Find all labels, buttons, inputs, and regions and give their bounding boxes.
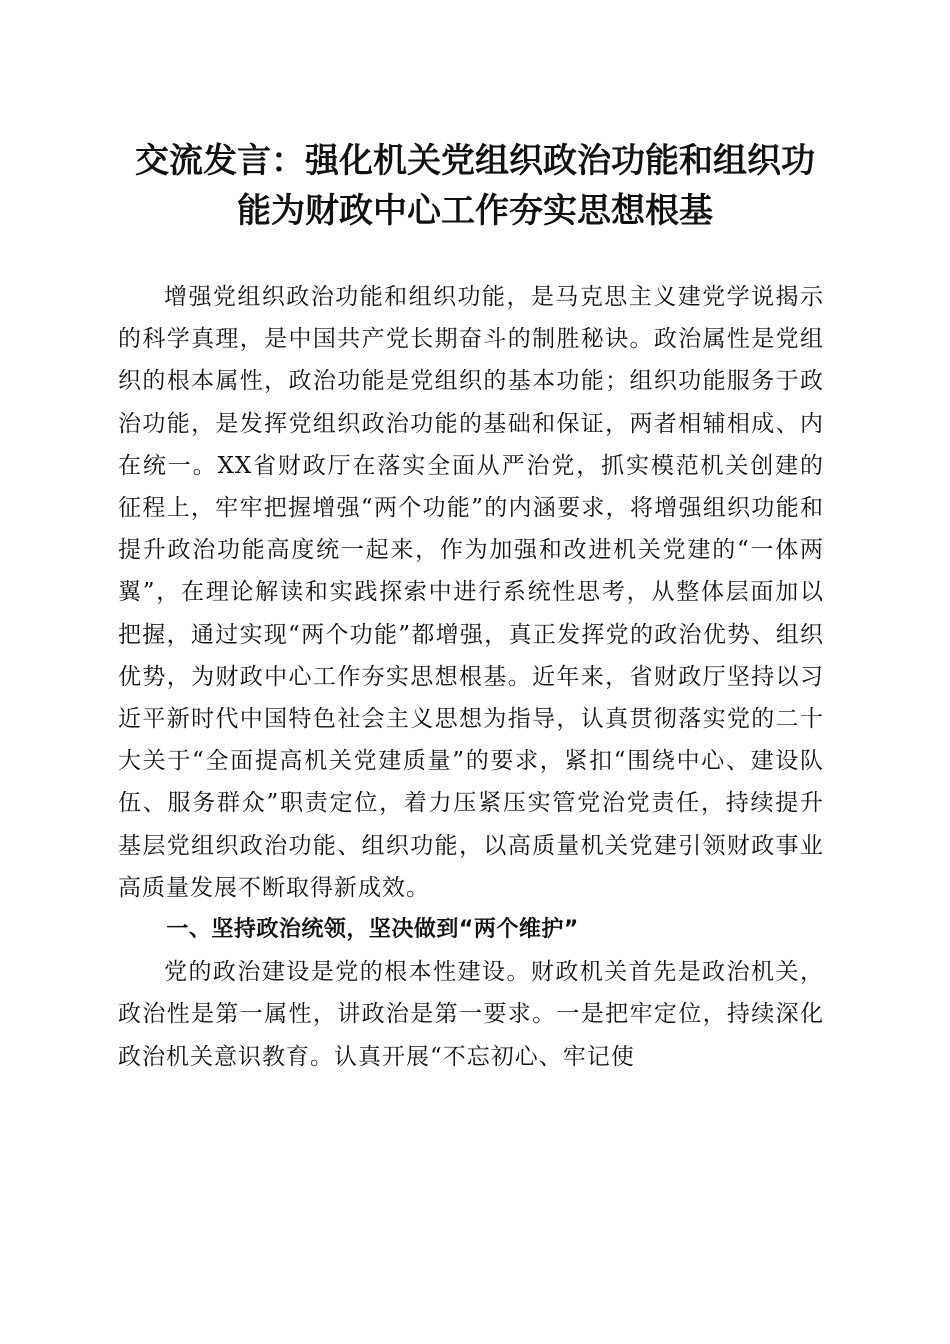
title-line-1: 交流发言：强化机关党组织政治功能和组织功 [135, 141, 815, 181]
title-line-2: 能为财政中心工作夯实思想根基 [237, 191, 713, 231]
document-body [118, 276, 824, 1078]
document-title [118, 136, 832, 236]
paragraph-intro: 增强党组织政治功能和组织功能，是马克思主义建党学说揭示的科学真理，是中国共产党长期奋斗的制胜秘诀。政治属性是党组织的根本属性，政治功能是党组织的基本功能；组织功能服务于政治功能，是发挥党组织政治功能的基础和保证，两者相辅相成、内在统一。XX省财政厅在落实全面从严治党，抓实模范机关创建的征程上，牢牢把握增强“两个功能”的内涵要求，将增强组织功能和提升政治功能高度统一起来，作为加强和改进机关党建的“一体两翼”，在理论解读和实践探索中进行系统性思考，从整体层面加以把握，通过实现“两个功能”都增强，真正发挥党的政治优势、组织优势，为财政中心工作夯实思想根基。近年来，省财政厅坚持以习近平新时代中国特色社会主义思想为指导，认真贯彻落实党的二十大关于“全面提高机关党建质量”的要求，紧扣“围绕中心、建设队伍、服务群众”职责定位，着力压紧压实管党治党责任，持续提升基层党组织政治功能、组织功能，以高质量机关党建引领财政事业高质量发展不断取得新成效。 [118, 284, 824, 901]
section-heading-1: 一、坚持政治统领，坚决做到“两个维护” [166, 917, 579, 943]
paragraph-section-1: 党的政治建设是党的根本性建设。财政机关首先是政治机关，政治性是第一属性，讲政治是第一要求。一是把牢定位，持续深化政治机关意识教育。认真开展“不忘初心、牢记使 [118, 959, 824, 1070]
